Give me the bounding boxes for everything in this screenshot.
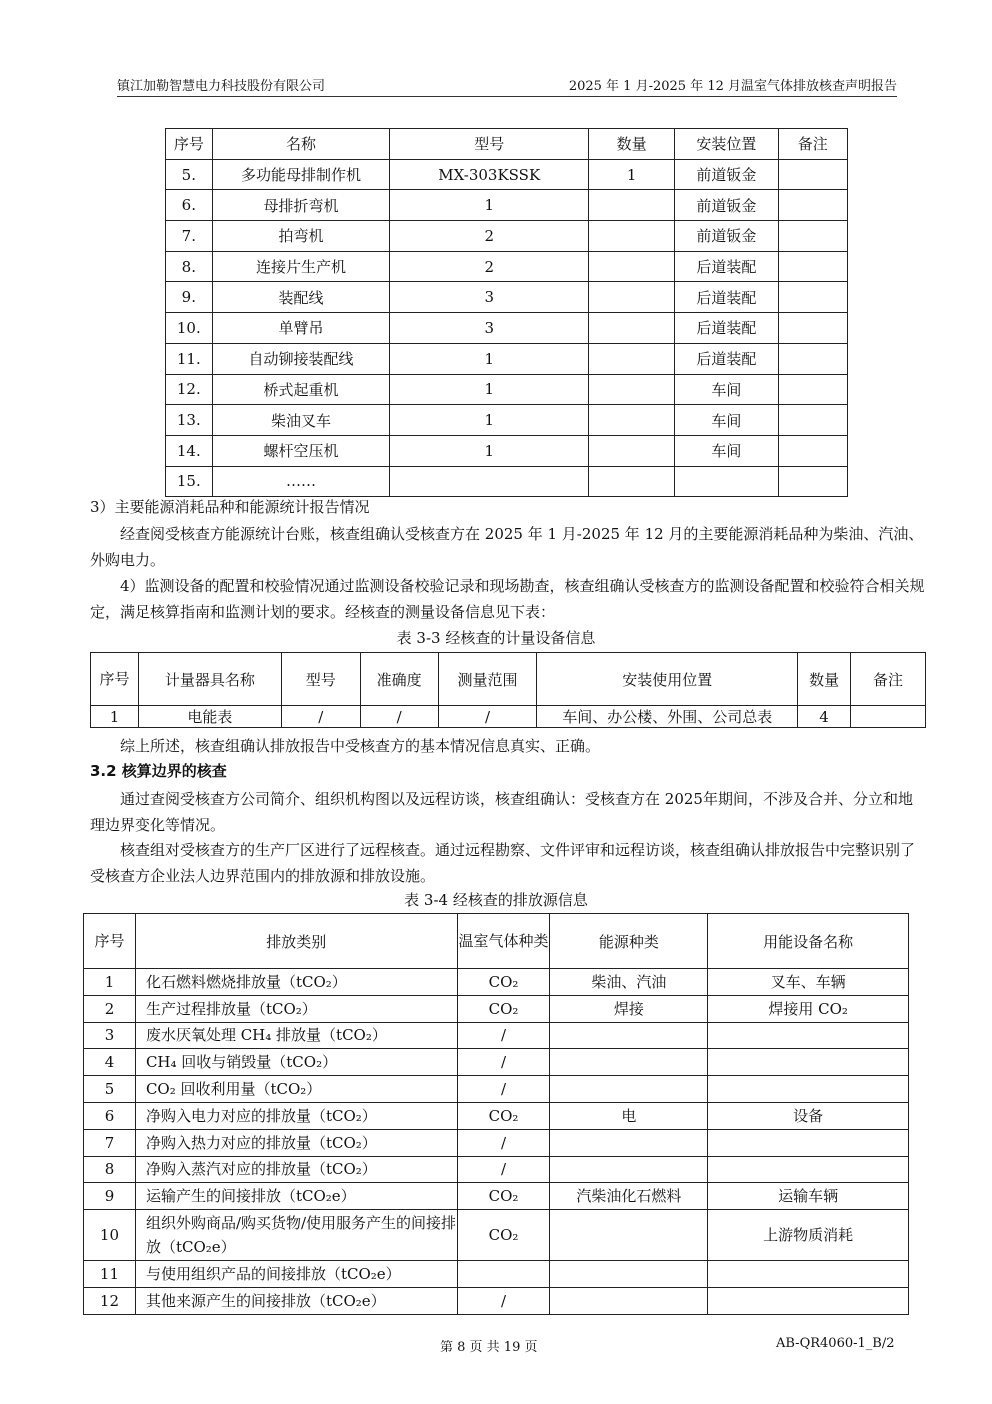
table-cell	[550, 1129, 708, 1156]
boundary-paragraph-2: 核查组对受核查方的生产厂区进行了远程核查。通过远程勘察、文件评审和远程访谈，核查组确认排放报告中完整识别了受核查方企业法人边界范围内的排放源和排放设施。	[90, 841, 916, 885]
table-cell	[589, 466, 675, 497]
table-cell: 废水厌氧处理 CH₄ 排放量（tCO₂）	[135, 1022, 457, 1049]
table-cell	[778, 159, 847, 190]
table-cell: 拍弯机	[212, 221, 390, 252]
header-cell: 排放类别	[135, 914, 457, 969]
table-row	[84, 1210, 909, 1261]
table-row	[84, 1076, 909, 1103]
table-row	[166, 251, 848, 282]
table-cell: 12.	[166, 374, 213, 405]
table-cell: 后道装配	[675, 251, 779, 282]
table-cell: 母排折弯机	[212, 190, 390, 221]
table-cell: 10	[84, 1210, 136, 1261]
table-cell: MX-303KSSK	[390, 159, 589, 190]
table-cell	[778, 343, 847, 374]
monitor-paragraph: 4）监测设备的配置和校验情况通过监测设备校验记录和现场勘查，核查组确认受核查方的监测设备配置和校验符合相关规定，满足核算指南和监测计划的要求。经核查的测量设备信息见下表：	[90, 577, 925, 621]
table-cell: 柴油叉车	[212, 405, 390, 436]
table-cell: 车间	[675, 374, 779, 405]
header-company: 镇江加勒智慧电力科技股份有限公司	[117, 79, 326, 94]
table-row	[84, 1102, 909, 1129]
table-cell: 净购入蒸汽对应的排放量（tCO₂）	[135, 1156, 457, 1183]
table-cell: 运输产生的间接排放（tCO₂e）	[135, 1183, 457, 1210]
energy-paragraph: 经查阅受核查方能源统计台账，核查组确认受核查方在 2025 年 1 月-2025 年 12 月的主要能源消耗品种为柴油、汽油、外购电力。	[90, 525, 924, 569]
table-cell: 运输车辆	[708, 1183, 909, 1210]
table-cell: 2	[84, 995, 136, 1022]
table-cell: 焊接用 CO₂	[708, 995, 909, 1022]
table-cell: 5	[84, 1076, 136, 1103]
table-cell	[589, 405, 675, 436]
table-cell: 8	[84, 1156, 136, 1183]
table-cell: ……	[212, 466, 390, 497]
header-cell: 序号	[166, 129, 213, 160]
table-cell: /	[281, 706, 360, 728]
table-cell: 其他来源产生的间接排放（tCO₂e）	[135, 1287, 457, 1314]
table-cell: 车间、办公楼、外围、公司总表	[537, 706, 798, 728]
table-cell: 螺杆空压机	[212, 435, 390, 466]
table-cell: 净购入热力对应的排放量（tCO₂）	[135, 1129, 457, 1156]
table-cell: 电能表	[138, 706, 281, 728]
table-cell	[778, 374, 847, 405]
table-cell: 生产过程排放量（tCO₂）	[135, 995, 457, 1022]
table-row	[84, 1183, 909, 1210]
header-cell: 计量器具名称	[138, 653, 281, 706]
table-cell: 单臂吊	[212, 313, 390, 344]
table-cell: 车间	[675, 405, 779, 436]
table-cell: 与使用组织产品的间接排放（tCO₂e）	[135, 1261, 457, 1288]
table-cell	[708, 1022, 909, 1049]
header-cell: 准确度	[360, 653, 438, 706]
table-cell: 4	[798, 706, 851, 728]
table-cell: 4	[84, 1049, 136, 1076]
table-cell	[589, 190, 675, 221]
table-cell: 叉车、车辆	[708, 969, 909, 996]
table-row	[166, 190, 848, 221]
table-cell	[778, 282, 847, 313]
table-cell: 桥式起重机	[212, 374, 390, 405]
table-cell: 11	[84, 1261, 136, 1288]
table-cell: 2	[390, 251, 589, 282]
header-cell: 温室气体种类	[457, 914, 550, 969]
table-cell: 设备	[708, 1102, 909, 1129]
table-cell	[708, 1261, 909, 1288]
table-cell	[550, 1022, 708, 1049]
table-row	[84, 1022, 909, 1049]
table-cell: CO₂	[457, 995, 550, 1022]
table-cell	[708, 1287, 909, 1314]
table-cell	[457, 1261, 550, 1288]
table-row	[84, 1261, 909, 1288]
table-cell: 上游物质消耗	[708, 1210, 909, 1261]
table-cell: 多功能母排制作机	[212, 159, 390, 190]
page-header	[117, 70, 897, 97]
header-cell: 型号	[390, 129, 589, 160]
table-cell: 前道钣金	[675, 159, 779, 190]
table-cell	[589, 343, 675, 374]
header-cell: 备注	[778, 129, 847, 160]
table-row	[166, 466, 848, 497]
table-cell	[708, 1156, 909, 1183]
table-cell: 3	[390, 313, 589, 344]
source-caption: 表 3-4 经核查的排放源信息	[404, 891, 588, 909]
table-cell	[589, 221, 675, 252]
table-cell: 1	[390, 435, 589, 466]
table-cell: 1	[390, 343, 589, 374]
header-cell: 数量	[798, 653, 851, 706]
table-cell: 前道钣金	[675, 190, 779, 221]
table-cell	[778, 313, 847, 344]
table-cell	[708, 1129, 909, 1156]
table-cell	[708, 1049, 909, 1076]
table-cell: /	[457, 1049, 550, 1076]
table-row	[166, 374, 848, 405]
table-cell	[778, 405, 847, 436]
table-cell: 1	[390, 374, 589, 405]
table-cell: 7.	[166, 221, 213, 252]
table-cell: /	[457, 1287, 550, 1314]
header-row	[84, 914, 909, 969]
table-cell	[778, 221, 847, 252]
table-cell: 3	[390, 282, 589, 313]
table-row	[84, 1049, 909, 1076]
table-cell: CO₂	[457, 1102, 550, 1129]
meter-table	[90, 652, 926, 728]
table-cell: 后道装配	[675, 313, 779, 344]
table-row	[84, 969, 909, 996]
table-cell	[589, 435, 675, 466]
header-row	[166, 129, 848, 160]
document-code: AB-QR4060-1_B/2	[776, 1336, 895, 1351]
table-row	[84, 1156, 909, 1183]
energy-title: 3）主要能源消耗品种和能源统计报告情况	[90, 498, 370, 516]
table-cell: 净购入电力对应的排放量（tCO₂）	[135, 1102, 457, 1129]
header-cell: 能源种类	[550, 914, 708, 969]
table-cell: 电	[550, 1102, 708, 1129]
table-cell: 车间	[675, 435, 779, 466]
table-cell	[851, 706, 926, 728]
header-cell: 序号	[84, 914, 136, 969]
table-cell: 焊接	[550, 995, 708, 1022]
table-cell: /	[457, 1156, 550, 1183]
table-cell: 后道装配	[675, 343, 779, 374]
table-cell: 9	[84, 1183, 136, 1210]
table-cell: 后道装配	[675, 282, 779, 313]
table-cell: /	[438, 706, 537, 728]
table-row	[166, 159, 848, 190]
table-row	[166, 405, 848, 436]
table-row	[166, 343, 848, 374]
table-row	[166, 313, 848, 344]
header-cell: 数量	[589, 129, 675, 160]
header-cell: 测量范围	[438, 653, 537, 706]
table-cell	[550, 1049, 708, 1076]
table-cell: 15.	[166, 466, 213, 497]
table-cell: 13.	[166, 405, 213, 436]
header-row	[91, 653, 926, 706]
table-cell: 10.	[166, 313, 213, 344]
table-cell	[589, 282, 675, 313]
table-cell: 6.	[166, 190, 213, 221]
table-row	[166, 435, 848, 466]
table-cell	[550, 1156, 708, 1183]
meter-caption: 表 3-3 经核查的计量设备信息	[396, 629, 596, 647]
equipment-table	[165, 128, 848, 497]
table-cell: CH₄ 回收与销毁量（tCO₂）	[135, 1049, 457, 1076]
header-cell: 用能设备名称	[708, 914, 909, 969]
table-cell: /	[457, 1076, 550, 1103]
header-cell: 型号	[281, 653, 360, 706]
table-cell: 组织外购商品/购买货物/使用服务产生的间接排放（tCO₂e）	[135, 1210, 457, 1261]
table-cell	[708, 1076, 909, 1103]
header-cell: 序号	[91, 653, 139, 706]
table-cell: 1	[390, 190, 589, 221]
table-cell: 12	[84, 1287, 136, 1314]
table-cell: 8.	[166, 251, 213, 282]
table-cell: 1	[91, 706, 139, 728]
table-cell	[589, 251, 675, 282]
table-cell: 装配线	[212, 282, 390, 313]
table-cell	[778, 435, 847, 466]
table-cell: CO₂	[457, 1210, 550, 1261]
header-cell: 备注	[851, 653, 926, 706]
table-cell	[550, 1210, 708, 1261]
table-cell: 前道钣金	[675, 221, 779, 252]
table-row	[166, 282, 848, 313]
table-cell	[589, 374, 675, 405]
section-title: 3.2 核算边界的核查	[90, 762, 227, 780]
table-cell	[778, 251, 847, 282]
header-cell: 安装位置	[675, 129, 779, 160]
table-cell: 化石燃料燃烧排放量（tCO₂）	[135, 969, 457, 996]
table-cell	[550, 1076, 708, 1103]
table-cell	[550, 1261, 708, 1288]
table-cell: 6	[84, 1102, 136, 1129]
emission-source-table	[83, 913, 909, 1315]
table-cell	[589, 313, 675, 344]
table-cell: CO₂	[457, 969, 550, 996]
table-cell: 1	[589, 159, 675, 190]
table-cell: 柴油、汽油	[550, 969, 708, 996]
header-cell: 名称	[212, 129, 390, 160]
table-cell: 5.	[166, 159, 213, 190]
table-cell: 2	[390, 221, 589, 252]
table-cell: 1	[390, 405, 589, 436]
table-cell: 14.	[166, 435, 213, 466]
table-row	[84, 1129, 909, 1156]
table-cell: 7	[84, 1129, 136, 1156]
table-cell	[550, 1287, 708, 1314]
table-cell: 9.	[166, 282, 213, 313]
table-cell: /	[457, 1022, 550, 1049]
table-row	[84, 995, 909, 1022]
table-cell	[675, 466, 779, 497]
table-cell: 连接片生产机	[212, 251, 390, 282]
summary-paragraph: 综上所述，核查组确认排放报告中受核查方的基本情况信息真实、正确。	[120, 737, 601, 755]
table-cell	[390, 466, 589, 497]
table-cell: 汽柴油化石燃料	[550, 1183, 708, 1210]
table-row	[166, 221, 848, 252]
table-cell: 3	[84, 1022, 136, 1049]
header-cell: 安装使用位置	[537, 653, 798, 706]
table-cell: CO₂	[457, 1183, 550, 1210]
table-row	[91, 706, 926, 728]
boundary-paragraph-1: 通过查阅受核查方公司简介、组织机构图以及远程访谈，核查组确认：受核查方在 2025年期间，不涉及合并、分立和地理边界变化等情况。	[90, 790, 913, 834]
header-report-title: 2025 年 1 月-2025 年 12 月温室气体排放核查声明报告	[568, 79, 897, 94]
table-row	[84, 1287, 909, 1314]
table-cell: /	[457, 1129, 550, 1156]
table-cell	[778, 190, 847, 221]
table-cell: 自动铆接装配线	[212, 343, 390, 374]
table-cell: /	[360, 706, 438, 728]
table-cell	[778, 466, 847, 497]
table-cell: CO₂ 回收利用量（tCO₂）	[135, 1076, 457, 1103]
table-cell: 11.	[166, 343, 213, 374]
page-number: 第 8 页 共 19 页	[440, 1340, 538, 1355]
table-cell: 1	[84, 969, 136, 996]
